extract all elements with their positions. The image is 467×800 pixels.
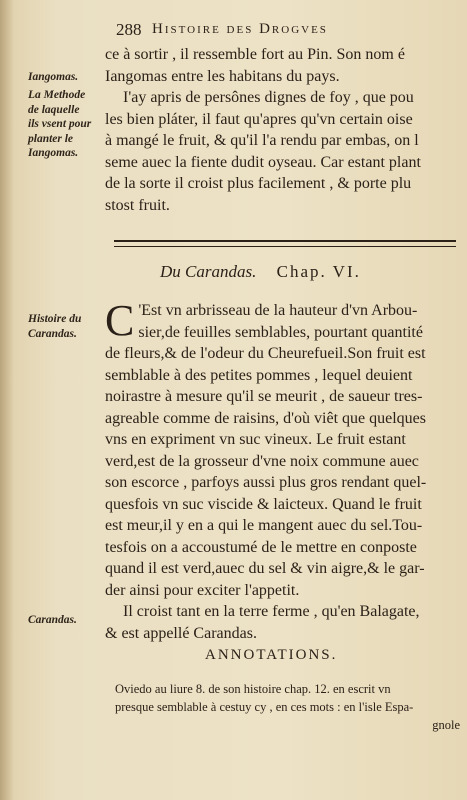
margin-note-line: de laquelle xyxy=(28,103,80,116)
text-line: stost fruit. xyxy=(105,196,170,214)
text-line: son escorce , parfoys aussi plus gros rendant quel- xyxy=(105,474,427,491)
section-rule xyxy=(114,240,456,242)
page-header xyxy=(116,20,456,42)
text-line: à mangé le fruit, & qu'il l'a rendu par embas, on l xyxy=(105,132,419,149)
top-text-block xyxy=(105,44,455,216)
text-line: est meur,il y en a qui le mangent auec du sel.Tou- xyxy=(105,517,423,534)
annotations-text xyxy=(115,680,460,734)
margin-note-line: Histoire du xyxy=(28,313,82,325)
running-title: Histoire des Drogves xyxy=(152,21,328,37)
chapter-number: Chap. VI. xyxy=(276,262,361,281)
margin-note-line: ils vsent pour xyxy=(28,118,92,130)
margin-note-iangomas: Iangomas. xyxy=(28,71,79,83)
margin-note-line: planter le xyxy=(28,132,74,145)
text-line: presque semblable à cestuy cy , en ces mots : en l'isle Espa- xyxy=(115,700,414,714)
page-number: 288 xyxy=(116,20,142,39)
chapter-title: Du Carandas. xyxy=(160,262,257,281)
text-line: Oviedo au liure 8. de son histoire chap. 12. en escrit vn xyxy=(115,682,391,696)
text-line: de la sorte il croist plus facilement , & porte plu xyxy=(105,175,412,192)
annotations-heading: ANNOTATIONS. xyxy=(205,647,338,663)
margin-note-carandas: Carandas. xyxy=(28,614,77,626)
text-line: de fleurs,& de l'odeur du Cheurefueil.Son fruit est xyxy=(105,345,426,362)
text-line: quesfois vn suc viscide & laicteux. Quand le fruit xyxy=(105,495,422,513)
text-line: Il croist tant en la terre ferme , qu'en Balagate, xyxy=(123,603,420,620)
margin-note-line: La Methode xyxy=(28,89,86,101)
chapter-heading xyxy=(160,262,460,282)
text-line: les bien pláter, il faut qu'apres qu'vn certain oise xyxy=(105,110,413,128)
text-line: noirastre à mesure qu'il se meurit , de saueur tres- xyxy=(105,388,423,405)
body-text-block xyxy=(105,296,455,644)
drop-capital: C xyxy=(105,296,135,345)
text-line: gnole xyxy=(432,718,460,732)
text-line: 'Est vn arbrisseau de la hauteur d'vn Arbou- xyxy=(138,302,418,319)
text-line: agreable comme de raisins, d'où viêt que quelques xyxy=(105,409,426,427)
margin-note-methode xyxy=(28,88,118,161)
margin-note-line: Iangomas. xyxy=(28,147,79,159)
text-line: I'ay apris de persônes dignes de foy , que pou xyxy=(123,89,414,106)
text-line: der ainsi pour exciter l'appetit. xyxy=(105,581,300,599)
text-line: & est appellé Carandas. xyxy=(105,624,257,642)
text-line: semblable à des petites pommes , lequel deuient xyxy=(105,366,413,384)
text-line: verd,est de la grosseur d'vne noix commune auec xyxy=(105,452,419,470)
section-rule-thin xyxy=(114,246,456,247)
page-gutter-shadow xyxy=(0,0,14,800)
text-line: seme auec la fiente dudit oyseau. Car estant plant xyxy=(105,153,421,171)
text-line: ce à sortir , il ressemble fort au Pin. Son nom é xyxy=(105,46,405,63)
text-line: quand il est verd,auec du sel & vin aigre,& le gar- xyxy=(105,560,425,577)
margin-note-line: Carandas. xyxy=(28,327,77,340)
text-line: Iangomas entre les habitans du pays. xyxy=(105,67,340,85)
text-line: tesfois on a accoustumé de le mettre en conposte xyxy=(105,538,417,556)
text-line: vns en expriment vn suc vineux. Le fruit estant xyxy=(105,431,406,448)
text-line: sier,de feuilles semblables, pourtant quantité xyxy=(138,323,423,341)
